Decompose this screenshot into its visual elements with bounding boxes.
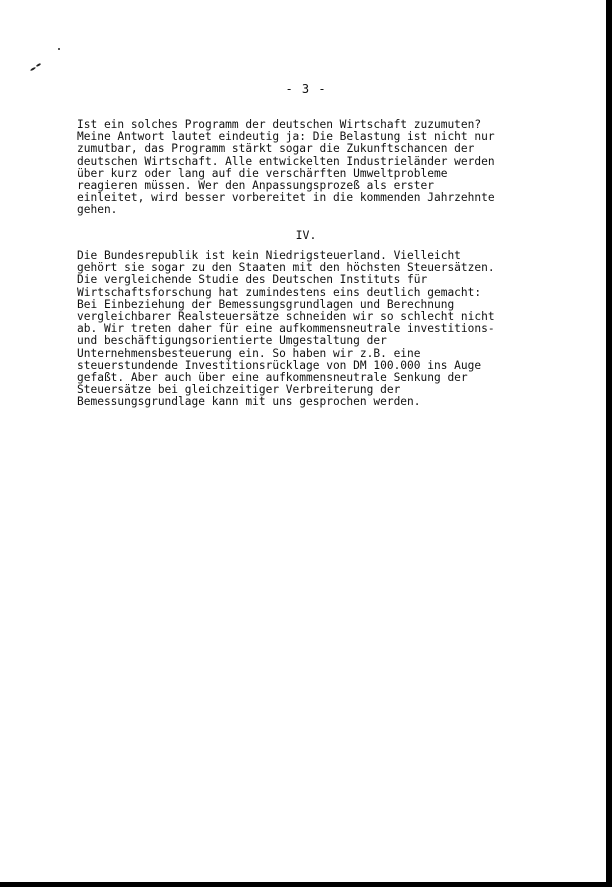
- text-line: Ist ein solches Programm der deutschen Wirtschaft zuzumuten?: [77, 118, 482, 131]
- text-line: gehört sie sogar zu den Staaten mit den höchsten Steuersätzen.: [77, 261, 495, 275]
- paragraph-2: [77, 250, 527, 409]
- text-line: über kurz oder lang auf die verschärften Umweltprobleme: [77, 166, 448, 180]
- text-line: zumutbar, das Programm stärkt sogar die Zukunftschancen der: [77, 142, 475, 156]
- text-line: Die Bundesrepublik ist kein Niedrigsteuerland. Vielleicht: [77, 249, 461, 262]
- scan-speck: [58, 48, 60, 50]
- text-line: Meine Antwort lautet eindeutig ja: Die Belastung ist nicht nur: [77, 130, 495, 144]
- text-line: steuerstundende Investitionsrücklage von DM 100.000 ins Auge: [77, 358, 482, 372]
- text-line: deutschen Wirtschaft. Alle entwickelten Industrieländer werden: [77, 154, 495, 168]
- text-line: gehen.: [77, 203, 118, 217]
- text-line: und beschäftigungsorientierte Umgestaltung der: [77, 334, 387, 348]
- text-line: ab. Wir treten daher für eine aufkommensneutrale investitions-: [77, 322, 495, 336]
- text-line: reagieren müssen. Wer den Anpassungsprozeß als erster: [77, 179, 434, 193]
- scan-edge-right: [606, 0, 612, 887]
- text-line: Bemessungsgrundlage kann mit uns gesprochen werden.: [77, 395, 421, 409]
- section-heading: IV.: [295, 228, 317, 242]
- text-line: Bei Einbeziehung der Bemessungsgrundlagen und Berechnung: [77, 297, 455, 311]
- text-line: vergleichbarer Realsteuersätze schneiden wir so schlecht nicht: [77, 310, 495, 324]
- text-line: Die vergleichende Studie des Deutschen Instituts für: [77, 273, 428, 287]
- scan-edge-bottom: [0, 882, 612, 887]
- page-number: - 3 -: [285, 82, 327, 96]
- text-line: gefaßt. Aber auch über eine aufkommensneutrale Senkung der: [77, 371, 468, 385]
- scan-speck: [30, 67, 36, 72]
- text-line: Steuersätze bei gleichzeitiger Verbreiterung der: [77, 383, 401, 397]
- scan-speck: [36, 63, 41, 67]
- text-line: Wirtschaftsforschung hat zumindestens eins deutlich gemacht:: [77, 285, 482, 299]
- text-line: einleitet, wird besser vorbereitet in die kommenden Jahrzehnte: [77, 191, 495, 205]
- text-line: Unternehmensbesteuerung ein. So haben wir z.B. eine: [77, 346, 421, 360]
- paragraph-1: [77, 119, 527, 217]
